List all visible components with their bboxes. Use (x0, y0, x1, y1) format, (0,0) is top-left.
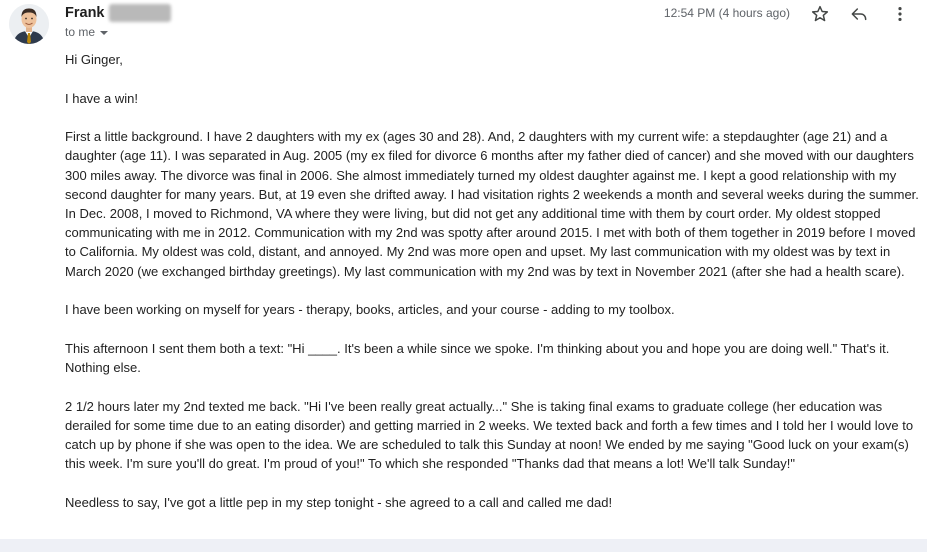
more-options-button[interactable] (888, 2, 912, 26)
chevron-down-icon (100, 31, 108, 35)
message-greeting: Hi Ginger, (65, 52, 123, 67)
message-paragraph: Needless to say, I've got a little pep in my step tonight - she agreed to a call and called me dad! (65, 494, 613, 510)
sender-name[interactable]: Frank (65, 5, 105, 21)
bottom-bar (0, 539, 927, 552)
recipient-dropdown[interactable] (65, 25, 108, 39)
recipient-label: to me (65, 25, 96, 39)
sender-avatar[interactable] (9, 4, 49, 44)
star-button[interactable] (808, 2, 832, 26)
message-header (0, 0, 927, 48)
avatar-image (9, 4, 49, 44)
message-timestamp: 12:54 PM (4 hours ago) (663, 6, 790, 20)
message-paragraph: First a little background. I have 2 daughters with my ex (ages 30 and 28). And, 2 daughters with my current wife: a stepdaughter (age 21) and a daughter (age 11). I was separated in Aug. 2005 (my ex filed for divorce 6 months after my father died of cancer) and she moved with our daughters 300 miles away. The divorce was final in 2006. She almost immediately turned my oldest daughter against me. I kept a good relationship with my second daughter for many years. But, at 19 even she drifted away. I had visitation rights 2 weekends a month and several weeks during the summer. In Dec. 2008, I moved to Richmond, VA where they were living, but did not get any additional time with them by court order. My oldest stopped communicating with me in 2012. Communication with my 2nd was spotty after around 2015. I met with both of them together in 2019 before I moved to California. My oldest was cold, distant, and annoyed. My 2nd was more open and upset. My last communication with my oldest was by text in March 2020 (we exchanged birthday greetings). My last communication with my 2nd was by text in November 2021 (after she had a health scare). (65, 129, 919, 279)
message-body (65, 50, 921, 531)
message-paragraph: This afternoon I sent them both a text: "Hi ____. It's been a while since we spoke. I'm thinking about you and hope you are doing well." That's it. Nothing else. (65, 340, 890, 375)
message-paragraph: I have been working on myself for years - therapy, books, articles, and your course - adding to my toolbox. (65, 302, 675, 318)
message-paragraph: I have a win! (65, 90, 138, 106)
more-vert-icon (890, 4, 910, 24)
sender-info (65, 4, 171, 22)
reply-icon (849, 4, 869, 24)
redacted-surname (109, 4, 171, 22)
star-outline-icon (810, 4, 830, 24)
message-paragraph: 2 1/2 hours later my 2nd texted me back. "Hi I've been really great actually..." She is taking final exams to graduate college (her education was derailed for some time due to an eating disorder) and getting married in 2 weeks. We texted back and forth a few times and I told her I would love to catch up by phone if she was open to the idea. We are scheduled to talk this Sunday at noon! We ended by me saying "Good luck on your exam(s) this week. I'm sure you'll do great. I'm proud of you!" To which she responded "Thanks dad that means a lot! We'll talk Sunday!" (65, 398, 914, 472)
reply-button[interactable] (847, 2, 871, 26)
